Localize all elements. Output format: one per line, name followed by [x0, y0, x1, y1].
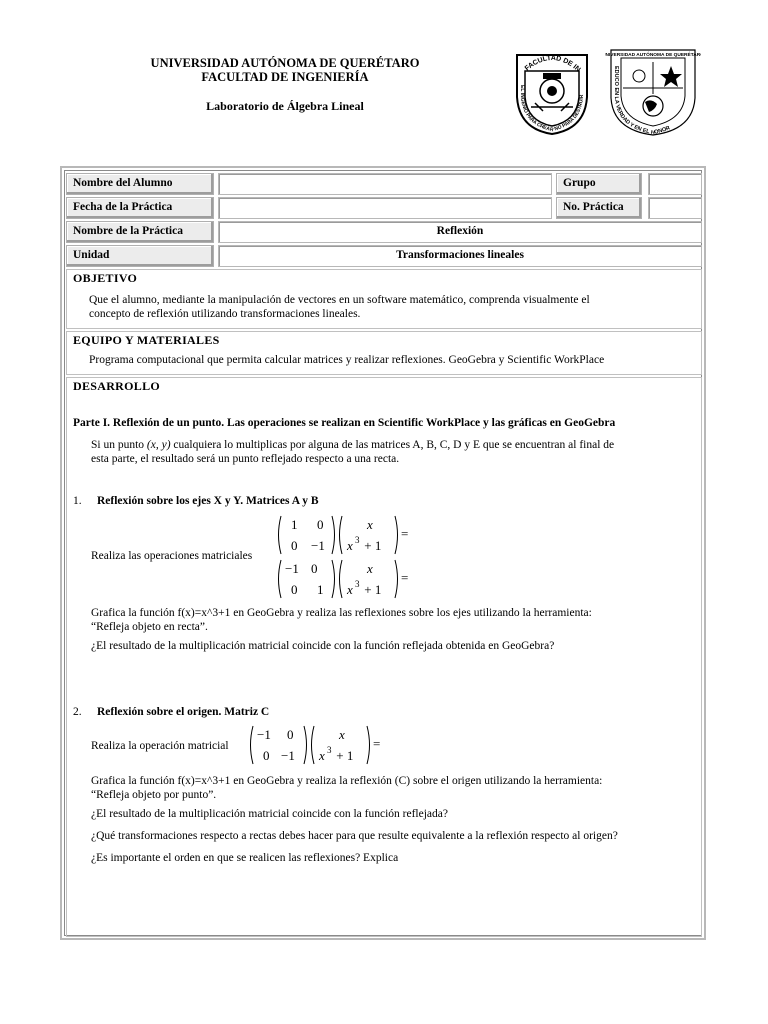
matrix-a-11: 1: [291, 517, 298, 532]
matrix-c-12: 0: [287, 727, 294, 742]
intro-line-2: esta parte, el resultado será un punto reflejado respecto a una recta.: [91, 453, 400, 465]
vector-c-x: x: [339, 727, 345, 742]
document-header: [100, 56, 470, 114]
vector-b-exp: 3: [355, 579, 360, 589]
university-seal: [605, 44, 701, 141]
objective-title: OBJETIVO: [73, 271, 138, 285]
equals-b: =: [401, 570, 409, 585]
objective-line-1: Que el alumno, mediante la manipulación de vectores en un software matemático, comprenda visualmente el: [89, 294, 590, 306]
group-field[interactable]: [648, 173, 702, 195]
equipment-title: EQUIPO Y MATERIALES: [73, 333, 220, 347]
vector-a-exp: 3: [355, 535, 360, 545]
section-1-number: 1.: [73, 495, 82, 507]
matrix-b-21: 0: [291, 582, 298, 597]
section-1-question: ¿El resultado de la multiplicación matricial coincide con la función reflejada obtenida en GeoGebra?: [91, 640, 555, 652]
unit-label: Unidad: [66, 245, 214, 267]
vector-a-base: x: [347, 538, 353, 553]
practice-name-field[interactable]: Reflexión: [218, 221, 702, 243]
group-label: Grupo: [556, 173, 642, 195]
seal-left-title: FACULTAD DE IN: [523, 54, 582, 74]
seal-left-motto: EL INGENIO PARA CREAR NO PARA DESTRUIR: [519, 85, 585, 134]
vector-b-base: x: [347, 582, 353, 597]
section-2-question-3: ¿Es importante el orden en que se realicen las reflexiones? Explica: [91, 852, 399, 864]
matrix-a-12: 0: [317, 517, 324, 532]
intro-line-1: Si un punto (x, y) cualquiera lo multiplicas por alguna de las matrices A, B, C, D y E que se encuentran al final de: [91, 439, 615, 451]
objective-line-2: concepto de reflexión utilizando transformaciones lineales.: [89, 308, 361, 320]
section-2-graph-line-1: Grafica la función f(x)=x^3+1 en GeoGebra y realiza la reflexión (C) sobre el origen utilizando la herramienta:: [91, 775, 603, 787]
vector-c-rest: + 1: [333, 748, 354, 763]
practice-name-label: Nombre de la Práctica: [66, 221, 214, 243]
equals-c: =: [373, 736, 381, 751]
student-name-label: Nombre del Alumno: [66, 173, 214, 195]
engineering-faculty-seal: [513, 45, 591, 140]
section-2-question-1: ¿El resultado de la multiplicación matricial coincide con la función reflejada?: [91, 808, 448, 820]
vector-a-x: x: [367, 517, 373, 532]
unit-field[interactable]: Transformaciones lineales: [218, 245, 702, 267]
matrix-c-22: −1: [281, 748, 295, 763]
matrix-product-a: [275, 514, 415, 556]
section-1-title: Reflexión sobre los ejes X y Y. Matrices A y B: [97, 495, 319, 507]
vector-b-x: x: [367, 561, 373, 576]
objective-section: [66, 269, 702, 329]
practice-number-field[interactable]: [648, 197, 702, 219]
vector-c-exp: 3: [327, 745, 332, 755]
section-2-graph-line-2: “Refleja objeto por punto”.: [91, 789, 217, 801]
lab-name: Laboratorio de Álgebra Lineal: [206, 99, 364, 113]
development-title: DESARROLLO: [73, 379, 161, 393]
part-1-title: Parte I. Reflexión de un punto. Las operaciones se realizan en Scientific WorkPlace y las gráficas en GeoGebra: [73, 417, 616, 429]
seal-right-motto: EDUCO EN LA VERDAD Y EN EL HONOR: [612, 66, 672, 136]
matrix-a-22: −1: [311, 538, 325, 553]
development-section: [66, 377, 702, 937]
seal-right-title: UNIVERSIDAD AUTÓNOMA DE QUERÉTARO: [605, 53, 701, 58]
matrix-a-21: 0: [291, 538, 298, 553]
section-2-title: Reflexión sobre el origen. Matriz C: [97, 706, 270, 718]
section-2-number: 2.: [73, 706, 82, 718]
practice-date-label: Fecha de la Práctica: [66, 197, 214, 219]
vector-c-base: x: [319, 748, 325, 763]
matrix-b-11: −1: [285, 561, 299, 576]
student-name-field[interactable]: [218, 173, 552, 195]
equals-a: =: [401, 526, 409, 541]
equipment-text: Programa computacional que permita calcular matrices y realizar reflexiones. GeoGebra y Scientific WorkPlace: [89, 354, 605, 366]
university-name: UNIVERSIDAD AUTÓNOMA DE QUERÉTARO: [150, 56, 420, 70]
practice-number-label: No. Práctica: [556, 197, 642, 219]
practice-date-field[interactable]: [218, 197, 552, 219]
section-1-ops-label: Realiza las operaciones matriciales: [91, 550, 253, 562]
equipment-section: [66, 331, 702, 375]
section-2-question-2: ¿Qué transformaciones respecto a rectas debes hacer para que resulte equivalente a la reflexión respecto al origen?: [91, 830, 618, 842]
matrix-b-22: 1: [317, 582, 324, 597]
section-2-op-label: Realiza la operación matricial: [91, 740, 229, 752]
vector-b-rest: + 1: [361, 582, 382, 597]
vector-a-rest: + 1: [361, 538, 382, 553]
faculty-name: FACULTAD DE INGENIERÍA: [201, 70, 369, 84]
matrix-product-b: [275, 558, 415, 600]
section-1-graph-line-2: “Refleja objeto en recta”.: [91, 621, 208, 633]
section-1-graph-line-1: Grafica la función f(x)=x^3+1 en GeoGebra y realiza las reflexiones sobre los ejes utilizando la herramienta:: [91, 607, 592, 619]
matrix-product-c: [247, 724, 387, 766]
point-notation: (x, y): [146, 439, 171, 451]
practice-sheet-frame: [60, 166, 706, 940]
matrix-c-21: 0: [263, 748, 270, 763]
matrix-c-11: −1: [257, 727, 271, 742]
matrix-b-12: 0: [311, 561, 318, 576]
